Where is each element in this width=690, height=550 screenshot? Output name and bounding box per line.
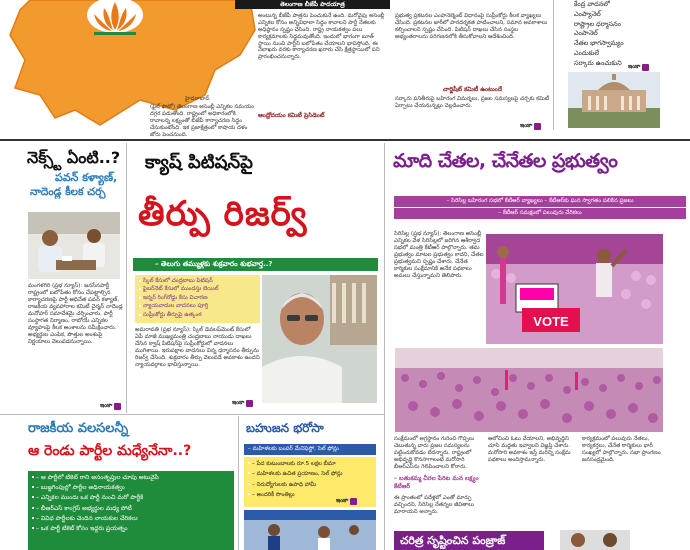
center-band: – తెలుగు తమ్ముళ్లకు శుక్రవారం శుభవార్త..? [133,258,378,271]
arrow-icon [642,64,649,71]
top-byline: ఆంధ్రోదయం కమిటీ ప్రెసిడెంట్ [258,112,325,119]
section-divider-h [0,139,690,141]
arrow-icon [114,403,121,410]
center-point: ఫైబర్‌నెట్ కేసులో ముందస్తు బెయిల్ [139,286,256,293]
read-more-bottom-mid[interactable]: ఇంకా [336,497,357,505]
bullet-item: – ఆ పార్టీలో టికెట్ రాని అసంతృప్తుల చూపు అటువైపే [32,474,230,483]
bottom-portrait-photo [560,530,630,550]
read-more-top-center[interactable]: ఇంకా [520,122,541,130]
sidebar-item: కేంద్ర వాదనలో [570,0,685,8]
left-divider-v [126,143,127,413]
top-article-col3: ప్రభుత్వ ప్రకటనల ఎంపానెల్మెంట్ విధానంపై సుప్రీంకోర్టు కీలక వ్యాఖ్యలు చేసింది. ప్రకటనల జారీలో పారదర్శకత పాటించాలని, సమాన అవకాశాలు కల్పించాలని స్పష్టం చేసింది. పిటిషన్ దాఖలు చేసిన సంస్థల అభ్యంతరాలను పరిగణనలోకి తీసుకోవాలని ఆదేశించింది. [395,13,548,40]
bullet-item: – ఒక పార్టీ టికెట్ కోసం ఇద్దరు ప్రయత్నం [32,525,230,534]
right-headline: మాది చేతల, చేనేతల ప్రభుత్వం [393,150,618,172]
bullet-item: – ఎన్నికల ముందు ఒక పార్టీ నుంచి మరో పార్టీకి [32,494,230,503]
center-kicker: క్యాష్ పిటిషన్‌పై [145,152,253,173]
supreme-court-photo [568,72,660,128]
right-sub-band-2: – కేటీఆర్ సమక్షంలో పలువురు చేరికలు [394,208,686,219]
arrow-icon [534,123,541,130]
map-caption: హైదరాబాద్ [185,96,210,102]
bottom-mid-headline: బహుజన భరోసా [246,421,324,435]
read-more-center[interactable]: ఇంకా [232,399,253,407]
sidebar-item: ఎంపానెల్ [570,29,685,37]
right-col-b: ఆలోచించి ఓటు వేయాలని, అభివృద్ధిని చూసి మద్దతు ఇవ్వాలని విజ్ఞప్తి చేశారు. మరోసారి అవకాశం ఇస్తే మరిన్ని సంక్షేమ పథకాలు అందిస్తామన్నారు. [488,436,571,463]
sidebar-item: రాష్ట్రాల ధర్మాసనం [570,20,685,28]
center-point: స్కిల్ కేసులో చంద్రబాబు పిటిషన్ [139,278,256,285]
arrow-icon [246,400,253,407]
top-article-col1: (ఫైల్ ఫొటో) తెలంగాణ అసెంబ్లీ ఎన్నికల సమయం దగ్గర పడుతోంది. రాష్ట్రంలో అధికారంలోకి రావాలన్న లక్ష్యంతో బీజేపీ కార్యాచరణ సిద్ధం చేసుకుంటోంది. ఇక ప్రజాక్షేత్రంలో కాషాయ దళం జోరు పెంచనుంది. [150,104,254,138]
sidebar-item: ఎందుకులే [570,49,685,57]
read-more-top-right[interactable]: ఇంకా [628,63,649,71]
bottom-left-bullets [28,471,234,550]
read-more-left[interactable]: ఇంకా [100,402,121,410]
right-bottom-headline: చరిత్ర సృష్టించిన పంజ్రాజ్ [400,534,506,547]
pawan-meeting-photo [28,212,120,279]
bullet-item: – బీఆర్ఎస్ కాంగ్రెస్ అభ్యర్థుల మధ్య పోటీ [32,505,230,514]
right-col-a: సంక్షేమంలో అగ్రస్థానం గురించి గొప్పలు చెబుతున్న వారు ప్రజల సమస్యలను పట్టించుకోవడం లేదన్నారు. రాష్ట్రంలో అభివృద్ధి కొనసాగాలంటే మరోసారి బీఆర్ఎస్‌ను గెలిపించాలని కోరారు. [394,436,475,470]
center-point: ఇన్నర్ రింగ్‌రోడ్డు కేసు విచారణ [139,295,256,302]
bottom-left-headline-l2: ఆ రెండు పార్టీల మధ్యేనేనా..? [28,443,192,459]
bottom-left-headline-l1: రాజకీయ వలసలన్నీ [28,421,129,436]
center-point: సుప్రీంకోర్టు తీర్పుపై ఉత్కంఠ [139,312,256,319]
bullet-item: – నిరుద్యోగులకు ఉపాధి హామీ [248,481,372,490]
arrow-icon [350,498,357,505]
left-article-body: మంగళగిరి (ప్రభ న్యూస్): జనసేనపార్టీ రాష్ట్రంలో బలోపేతం కోసం చేపట్టాల్సిన కార్యాచరణపై పార్టీ అధినేత పవన్ కళ్యాణ్, రాజకీయ వ్యవహారాల కమిటీ చైర్మన్ నాదెండ్ల మనోహర్ సమావేశమై చర్చించారు. పార్టీ సంస్థాగత నిర్మాణం, రాబోయే ఎన్నికల వ్యూహంపై కీలక అంశాలను సమీక్షించారు. అభ్యర్థుల ఎంపిక, పొత్తుల అంశంపై నిర్ణయాలు వెలువడనున్నాయి. [28,283,123,345]
sidebar-item: నేతల భాగస్వామ్యం [570,39,685,47]
sidebar-item: సర్కారు ఉంచుకుని [570,59,685,67]
right-sub-band-1: – సిరిసిల్ల బహిరంగ సభలో కేటీఆర్ వ్యాఖ్యలు – కేటీఆర్‌కు ఘన స్వాగతం పలికిన ప్రజలు [394,196,686,207]
center-points [135,275,260,323]
center-point: న్యాయవాదుల వాదనలు పూర్తి [139,303,256,310]
left-headline-l3: నాదెండ్ల కీలక చర్చ [30,186,106,198]
bullet-item: – పేద కుటుంబాలకు రూ.5 లక్షల బీమా [248,460,372,469]
bsp-rally-photo [244,510,376,550]
crowd-photo [395,348,663,432]
top-col3-subhead: చార్జిషీట్ కమిటీ ఉంటుందే [442,86,503,93]
bullet-item: – మహిళలకు ఉచిత ప్రయాణం, సెల్ ఫోన్లు [248,470,372,479]
bullet-item: – వివిధ పార్టీలకు చెందిన నాయకుల చేరికలు [32,515,230,524]
lotus-logo-icon [80,0,150,45]
right-col-a2: ఈ ప్రాంతంలో పదేళ్లలో ఎంతో మార్పు వచ్చిందని, సిరిసిల్ల నేతన్నల జీవితాలు మారాయని అన్నారు. [394,495,474,515]
vote-label: VOTE [533,314,569,329]
left-headline-l2: పవన్ కళ్యాణ్, [55,171,118,184]
chandrababu-photo [262,275,377,403]
left-headline-l1: నెక్స్ట్ ఏంటి..? [27,148,121,167]
right-col-c: కార్యక్రమంలో పలువురు నేతలు, కార్యకర్తలు, చేనేత కార్మికులు భారీ సంఖ్యలో పాల్గొన్నారు. సభా ప్రాంగణం జనసంద్రమైంది. [582,436,661,463]
sidebar-item: ఎంప్యానెల్ [570,10,685,18]
top-article-col2: అంటున్న బీజేపీ పాత్రను పెంచుకునే ఉంది. మరోవైపు అసెంబ్లీ ఎన్నికల కోసం అన్నివిధాలా సిద్ధం కావాలని పార్టీ నేతలకు అధిష్ఠానం స్పష్టం చేసింది. రాష్ట్ర నాయకత్వం పలు కార్యక్రమాలకు సిద్ధమవుతోంది. ఇందులో భాగంగా బూత్ స్థాయి నుంచి పార్టీని బలోపేతం చేయాలని భావిస్తోంది. ఈ నెలాఖరు వరకు కార్యాచరణ ఖరారు చేసి క్షేత్రస్థాయిలో పని ప్రారంభించనున్నారు. [258,13,385,61]
top-article-col3b: సర్కారు పనితీరుపై బహిరంగ విమర్శలు, ప్రజల సమస్యలపై చర్చకు కమిటీ ఏర్పాటు చేయనున్నట్లు వెల్లడించారు. [395,96,550,109]
mid-divider-h [0,414,384,415]
bottom-mid-band: – మహిళలకు బంపర్ మేనిఫెస్టో, సెల్ ఫోన్లు [244,444,376,455]
head-snippet: తెలంగాణ బీజేపీ పాదయాత్ర [235,0,390,9]
bullet-item: – బుజ్జగింపుల్లో పార్టీల అధినాయకత్వం [32,484,230,493]
center-headline: తీర్పు రిజర్వ్ [138,194,308,234]
right-col-a-subhead: – బతుకమ్మ చీరల పేరిట మన లక్ష్యం కేటీఆర్ [394,475,479,490]
top-divider-v [553,0,554,130]
bottom-divider-v [238,416,239,550]
right-article-body: సిరిసిల్ల (ప్రభ న్యూస్): తెలంగాణ అసెంబ్లీ ఎన్నికల వేళ సిరిసిల్లలో జరిగిన ఆశీర్వాద సభలో మంత్రి కేటీఆర్ పాల్గొన్నారు. తమ ప్రభుత్వం మాటల ప్రభుత్వం కాదని, చేతల ప్రభుత్వమని స్పష్టం చేశారు. చేనేత కార్మికుల సంక్షేమానికి అనేక పథకాలు అమలు చేస్తున్నామని తెలిపారు. [394,231,484,279]
bullet-item: – అందరికీ సొంతిల్లు [248,491,372,500]
center-divider-v [384,143,385,550]
center-article-body: అమరావతి (ప్రభ న్యూస్): స్కిల్ డెవలప్‌మెంట్ కేసులో ఏపీ మాజీ ముఖ్యమంత్రి చంద్రబాబు నాయుడు దాఖలు చేసిన క్వాష్ పిటిషన్‌పై సుప్రీంకోర్టులో వాదనలు ముగిశాయి. ఇరుపక్షాల వాదనలు విన్న ధర్మాసనం తీర్పును రిజర్వ్ చేసింది. శుక్రవారం తీర్పు వెలువడే అవకాశం ఉందని న్యాయవర్గాలు భావిస్తున్నాయి. [135,327,260,368]
